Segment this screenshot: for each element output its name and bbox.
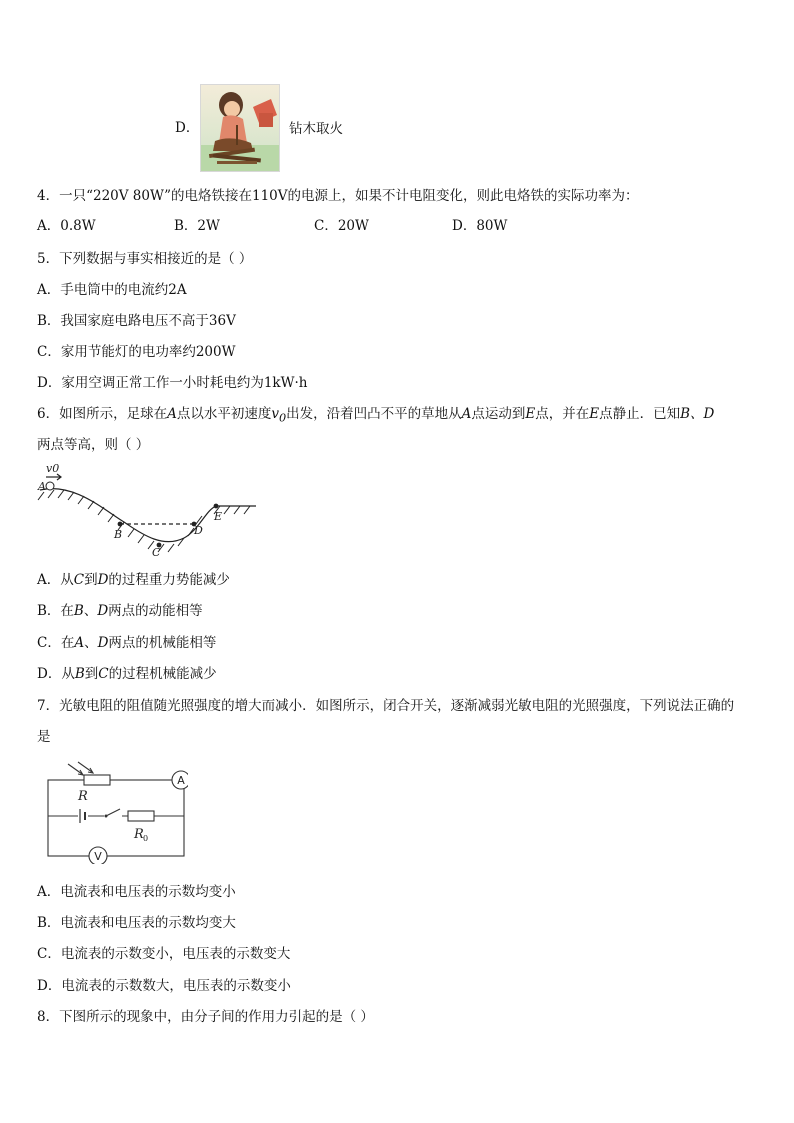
q3-option-d-text: 钻木取火	[289, 121, 343, 137]
label-b: B	[114, 528, 123, 541]
label-c: C	[152, 546, 161, 558]
q7-option-d: D．电流表的示数数大，电压表的示数变小	[37, 978, 291, 994]
q4-option-d: D．80W	[452, 218, 508, 234]
q4-option-a: A．0.8W	[37, 218, 96, 234]
drilling-wood-fire-picture	[200, 84, 280, 172]
r0-label: R	[134, 827, 144, 842]
q7-stem-line2: 是	[37, 729, 51, 745]
q6-stem-line1: 6．如图所示，足球在A点以水平初速度$v_0$出发，沿着凹凸不平的草地从A点运动到E点，并在E点静止．已知B、D	[37, 406, 715, 425]
girl-drilling-wood-illustration	[201, 85, 279, 171]
ball	[46, 482, 54, 490]
terrain-figure	[34, 462, 264, 558]
q8-stem: 8．下图所示的现象中，由分子间的作用力引起的是（ ）	[37, 1009, 374, 1025]
q7-stem-line1: 7．光敏电阻的阻值随光照强度的增大而减小．如图所示，闭合开关，逐渐减弱光敏电阻的光照强度，下列说法正确的	[37, 698, 735, 714]
q5-option-d: D．家用空调正常工作一小时耗电约为1kW·h	[37, 375, 308, 391]
q7-option-a: A．电流表和电压表的示数均变小	[37, 884, 236, 900]
q4-option-b: B．2W	[174, 218, 220, 234]
q6-option-a: A．从C到D的过程重力势能减少	[37, 572, 230, 588]
ground-curve	[40, 489, 256, 542]
q4-stem: 4．一只“220V 80W”的电烙铁接在110V的电源上，如果不计电阻变化，则此电烙铁的实际功率为：	[37, 188, 639, 204]
label-v0: v0	[46, 462, 60, 475]
label-a: A	[38, 480, 46, 493]
q3-option-d-letter: D．	[175, 120, 200, 136]
q4-option-c: C．20W	[314, 218, 369, 234]
q7-option-c: C．电流表的示数变小，电压表的示数变大	[37, 946, 291, 962]
label-d: D	[194, 524, 203, 537]
voltmeter-label: V	[94, 850, 102, 863]
photoresistor-r	[84, 775, 110, 785]
q6-option-b: B．在B、D两点的动能相等	[37, 603, 203, 619]
circuit-figure	[42, 760, 188, 864]
q5-option-c: C．家用节能灯的电功率约200W	[37, 344, 236, 360]
q5-stem: 5．下列数据与事实相接近的是（ ）	[37, 251, 253, 267]
q6-stem-line2: 两点等高，则（ ）	[37, 437, 150, 453]
ammeter-label: A	[177, 774, 185, 787]
q5-option-b: B．我国家庭电路电压不高于36V	[37, 313, 236, 329]
q6-option-d: D．从B到C的过程机械能减少	[37, 666, 217, 682]
q5-option-a: A．手电筒中的电流约2A	[37, 282, 187, 298]
r-label: R	[78, 789, 88, 804]
q4-options	[37, 217, 597, 235]
label-e: E	[214, 510, 223, 523]
resistor-r0	[128, 811, 154, 821]
q6-option-c: C．在A、D两点的机械能相等	[37, 635, 217, 651]
r0-sub-label: 0	[143, 834, 149, 843]
q7-option-b: B．电流表和电压表的示数均变大	[37, 915, 236, 931]
